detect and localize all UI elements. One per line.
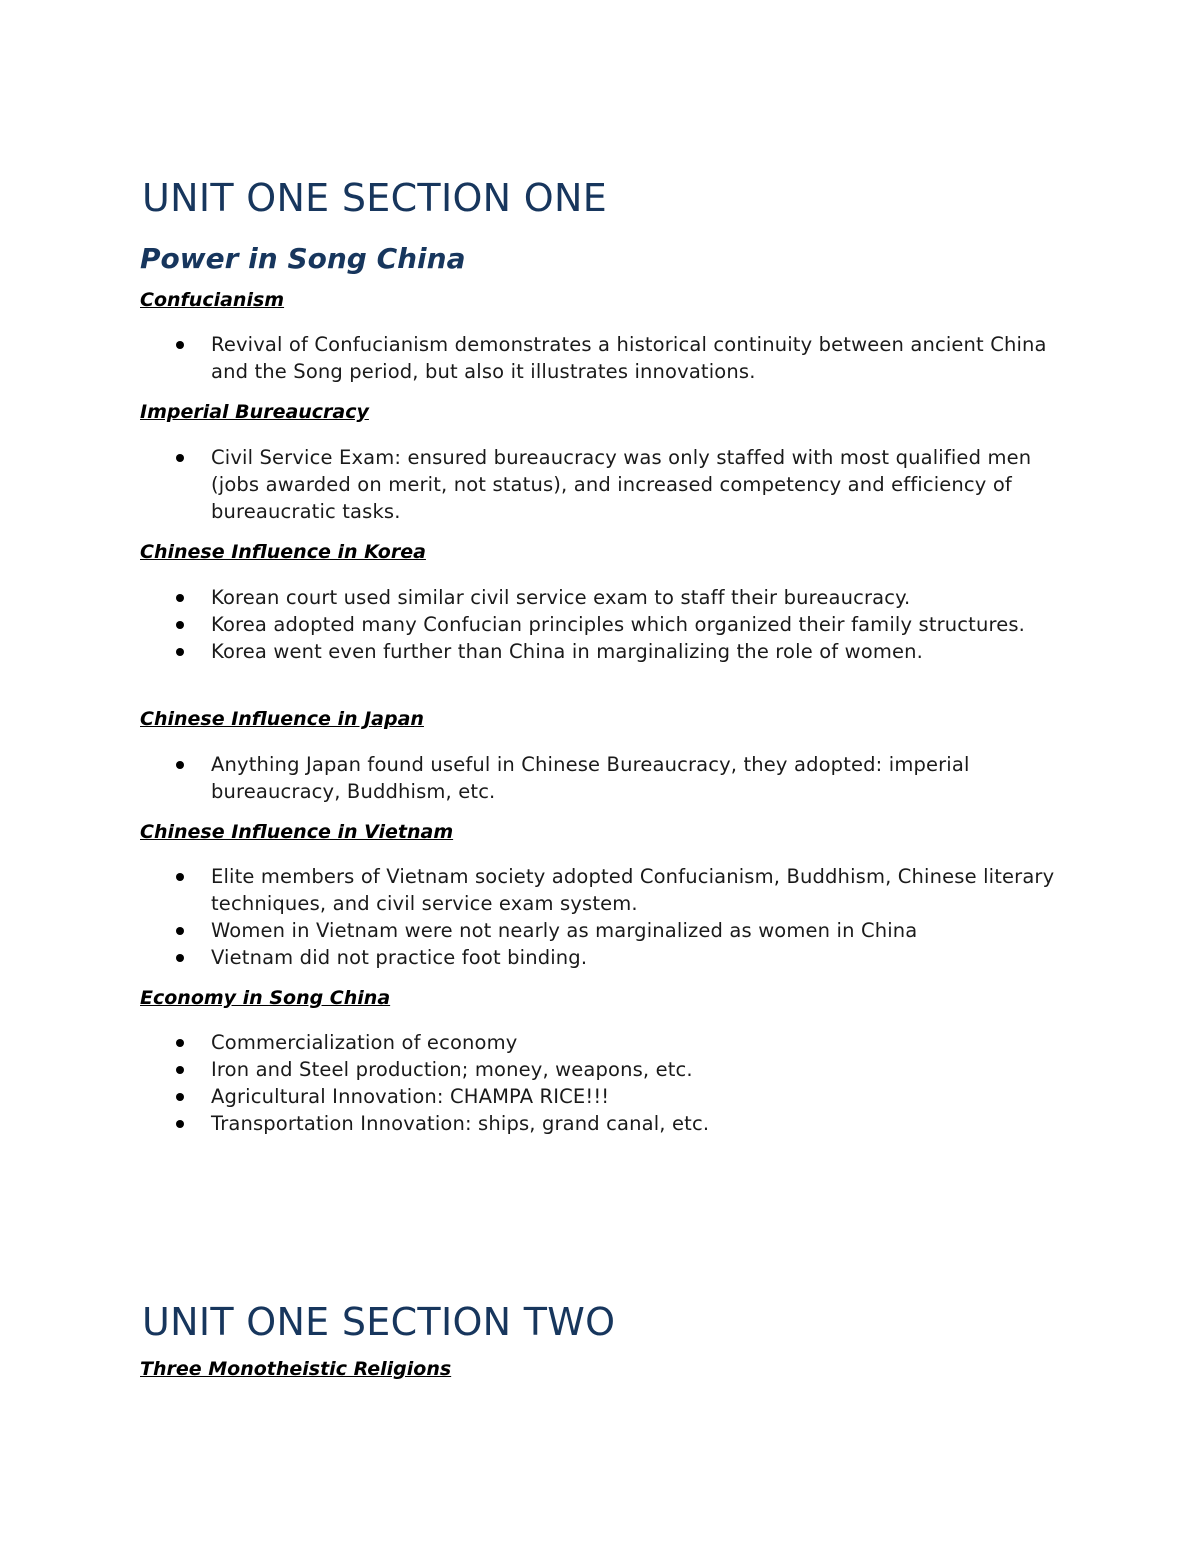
list-item: Iron and Steel production; money, weapons, etc. [140,1056,1070,1083]
section-heading-economy: Economy in Song China [140,987,391,1009]
unit-one-section-two-title: UNIT ONE SECTION TWO [142,1300,616,1344]
list-item: Korea adopted many Confucian principles which organized their family structures. [140,611,1070,638]
bullet-icon [176,1120,184,1128]
list-item: Women in Vietnam were not nearly as marginalized as women in China [140,917,1070,944]
section-heading-imperial-bureaucracy: Imperial Bureaucracy [140,401,369,423]
bullet-icon [176,341,184,349]
bullet-icon [176,621,184,629]
list-item: Civil Service Exam: ensured bureaucracy was only staffed with most qualified men (jobs awarded on merit, not status), and increased competency and efficiency of bureaucratic tasks. [140,444,1070,525]
japan-list [140,751,1070,805]
list-item: Agricultural Innovation: CHAMPA RICE!!! [140,1083,1070,1110]
section-heading-vietnam: Chinese Influence in Vietnam [140,821,454,843]
bullet-icon [176,1066,184,1074]
bullet-icon [176,454,184,462]
bullet-icon [176,761,184,769]
list-item: Korea went even further than China in marginalizing the role of women. [140,638,1070,665]
list-item: Revival of Confucianism demonstrates a historical continuity between ancient China and the Song period, but also it illustrates innovations. [140,331,1070,385]
list-item: Korean court used similar civil service exam to staff their bureaucracy. [140,584,1070,611]
bullet-icon [176,1039,184,1047]
list-item: Elite members of Vietnam society adopted Confucianism, Buddhism, Chinese literary techniques, and civil service exam system. [140,863,1070,917]
section-heading-confucianism: Confucianism [140,289,285,311]
unit-one-section-one-title: UNIT ONE SECTION ONE [142,176,608,220]
section-heading-japan: Chinese Influence in Japan [140,708,424,730]
korea-list [140,584,1070,665]
economy-list [140,1029,1070,1137]
section-heading-korea: Chinese Influence in Korea [140,541,426,563]
bullet-icon [176,873,184,881]
list-item: Anything Japan found useful in Chinese Bureaucracy, they adopted: imperial bureaucracy, Buddhism, etc. [140,751,1070,805]
bullet-icon [176,648,184,656]
list-item: Vietnam did not practice foot binding. [140,944,1070,971]
vietnam-list [140,863,1070,971]
list-item: Commercialization of economy [140,1029,1070,1056]
list-item: Transportation Innovation: ships, grand canal, etc. [140,1110,1070,1137]
bullet-icon [176,1093,184,1101]
bullet-icon [176,927,184,935]
bullet-icon [176,954,184,962]
imperial-bureaucracy-list [140,444,1070,525]
bullet-icon [176,594,184,602]
confucianism-list [140,331,1070,385]
section-heading-three-monotheistic-religions: Three Monotheistic Religions [140,1358,452,1380]
power-in-song-china-subtitle: Power in Song China [140,242,466,275]
